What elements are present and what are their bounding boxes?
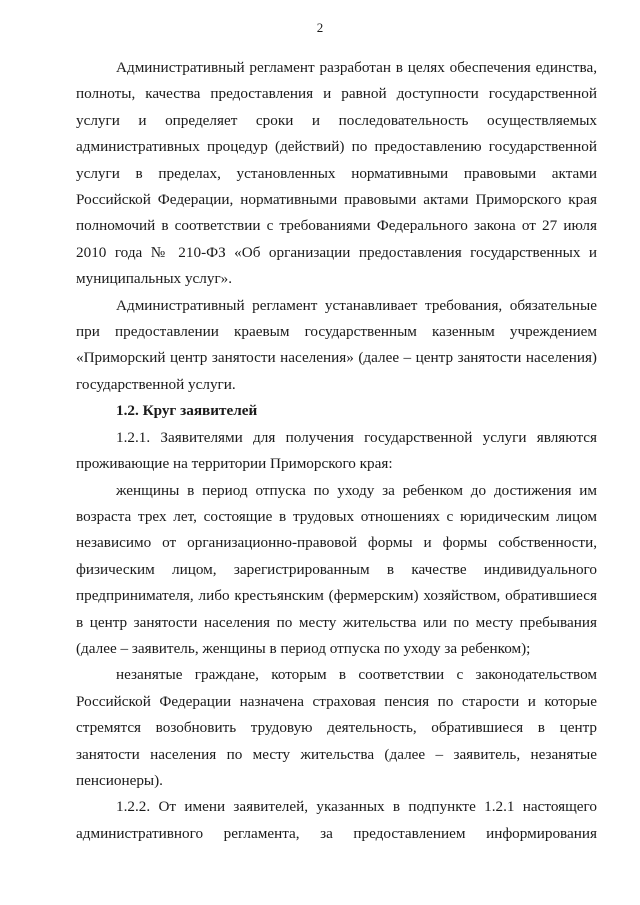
section-heading-applicants: 1.2. Круг заявителей — [116, 402, 258, 420]
document-body — [76, 55, 597, 847]
page-number: 2 — [316, 20, 324, 35]
list-item-unemployed-pensioners: незанятые граждане, которым в соответствии с законодательством Российской Федерации назначена страховая пенсия по старости и которые стремятся возобновить трудовую деятельность, обратившиеся в центр занятости населения по месту жительства (далее – заявитель, незанятые пенсионеры). — [76, 666, 597, 789]
paragraph-requirements: Административный регламент устанавливает требования, обязательные при предоставлении краевым государственным казенным учреждением «Приморский центр занятости населения» (далее – центр занятости населения) государственной услуги. — [76, 296, 597, 393]
paragraph-1-2-2: 1.2.2. От имени заявителей, указанных в подпункте 1.2.1 настоящего административного регламента, за предоставлением информирования — [76, 798, 597, 842]
list-item-women-on-leave: женщины в период отпуска по уходу за ребенком до достижения им возраста трех лет, состоящие в трудовых отношениях с юридическим лицом независимо от организационно-правовой формы и формы собственности, физическим лицом, зарегистрированным в качестве индивидуального предпринимателя, либо крестьянским (фермерским) хозяйством, обратившиеся в центр занятости населения по месту жительства или по месту пребывания (далее – заявитель, женщины в период отпуска по уходу за ребенком); — [76, 481, 597, 657]
paragraph-purpose: Административный регламент разработан в целях обеспечения единства, полноты, качества предоставления и равной доступности государственной услуги и определяет сроки и последовательность осуществляемых административных процедур (действий) по предоставлению государственной услуги в пределах, установленных нормативными правовыми актами Российской Федерации, нормативными правовыми актами Приморского края полномочий в соответствии с требованиями Федерального закона от 27 июля 2010 года № 210-ФЗ «Об организации предоставления государственных и муниципальных услуг». — [76, 59, 597, 288]
paragraph-1-2-1: 1.2.1. Заявителями для получения государственной услуги являются проживающие на территории Приморского края: — [76, 428, 597, 473]
